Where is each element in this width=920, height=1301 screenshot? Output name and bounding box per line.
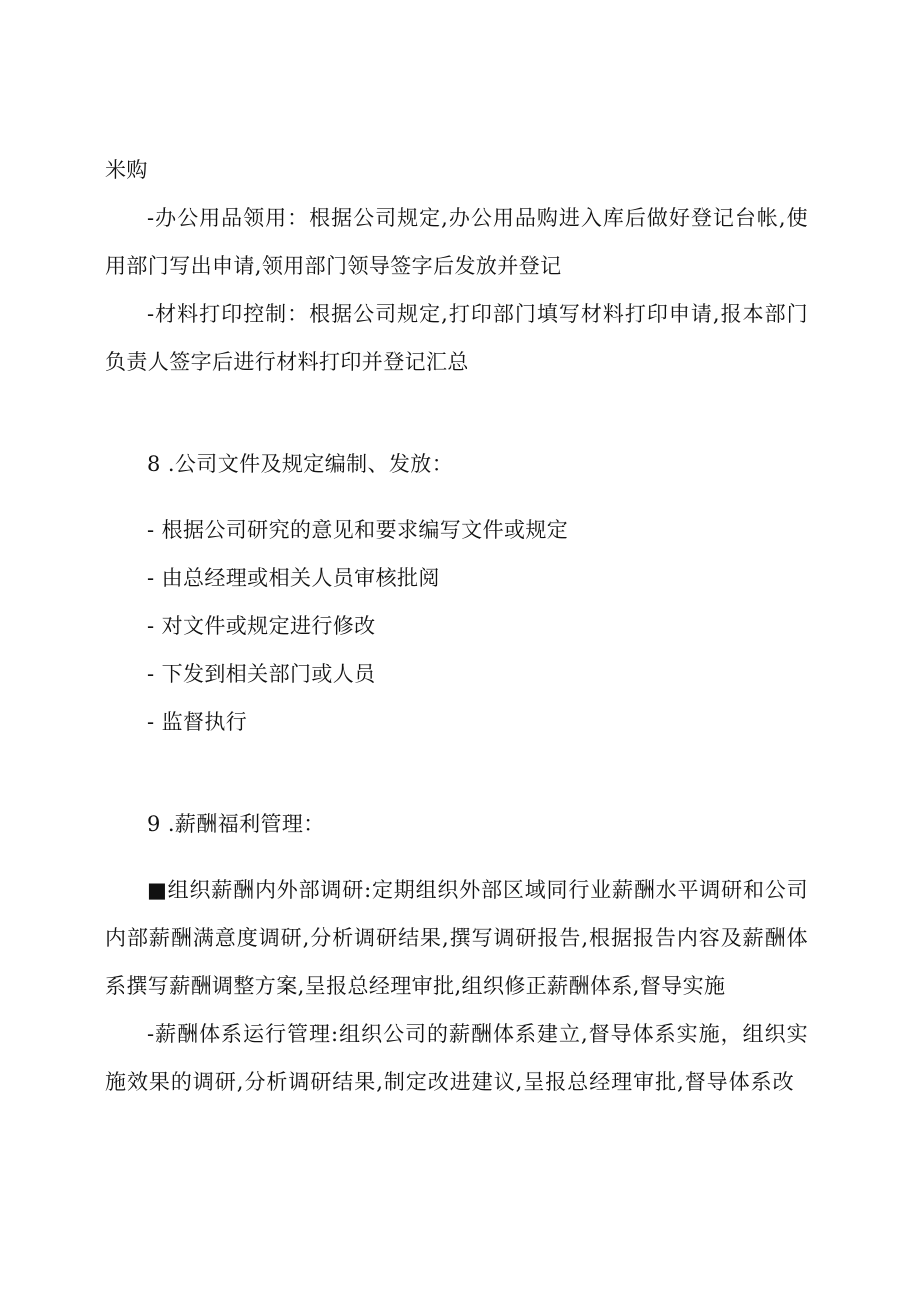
text-line-continuation: 米购 (105, 158, 148, 182)
list-item: - 根据公司研究的意见和要求编写文件或规定 (147, 518, 569, 542)
salary-survey-paragraph-line-2: 内部薪酬满意度调研,分析调研结果,撰写调研报告,根据报告内容及薪酬体 (105, 926, 808, 950)
salary-system-paragraph-line-1: -薪酬体系运行管理:组织公司的薪酬体系建立,督导体系实施，组织实 (147, 1022, 808, 1046)
printing-control-paragraph-line-1: -材料打印控制：根据公司规定,打印部门填写材料打印申请,报本部门 (147, 302, 808, 326)
office-supplies-paragraph-line-2: 用部门写出申请,领用部门领导签字后发放并登记 (105, 254, 562, 278)
list-item: - 由总经理或相关人员审核批阅 (147, 566, 440, 590)
list-item: - 监督执行 (147, 710, 248, 734)
salary-survey-paragraph-line-1: ■组织薪酬内外部调研:定期组织外部区域同行业薪酬水平调研和公司 (147, 878, 808, 902)
printing-control-paragraph-line-2: 负责人签字后进行材料打印并登记汇总 (105, 350, 469, 374)
office-supplies-paragraph-line-1: -办公用品领用：根据公司规定,办公用品购进入库后做好登记台帐,使 (147, 206, 808, 230)
section-9-heading: 9 .薪酬福利管理： (147, 812, 325, 836)
list-item: - 对文件或规定进行修改 (147, 614, 376, 638)
section-8-heading: 8 .公司文件及规定编制、发放： (147, 452, 454, 476)
salary-system-paragraph-line-2: 施效果的调研,分析调研结果,制定改进建议,呈报总经理审批,督导体系改 (105, 1070, 794, 1094)
list-item: - 下发到相关部门或人员 (147, 662, 376, 686)
salary-survey-paragraph-line-3: 系撰写薪酬调整方案,呈报总经理审批,组织修正薪酬体系,督导实施 (105, 974, 726, 998)
